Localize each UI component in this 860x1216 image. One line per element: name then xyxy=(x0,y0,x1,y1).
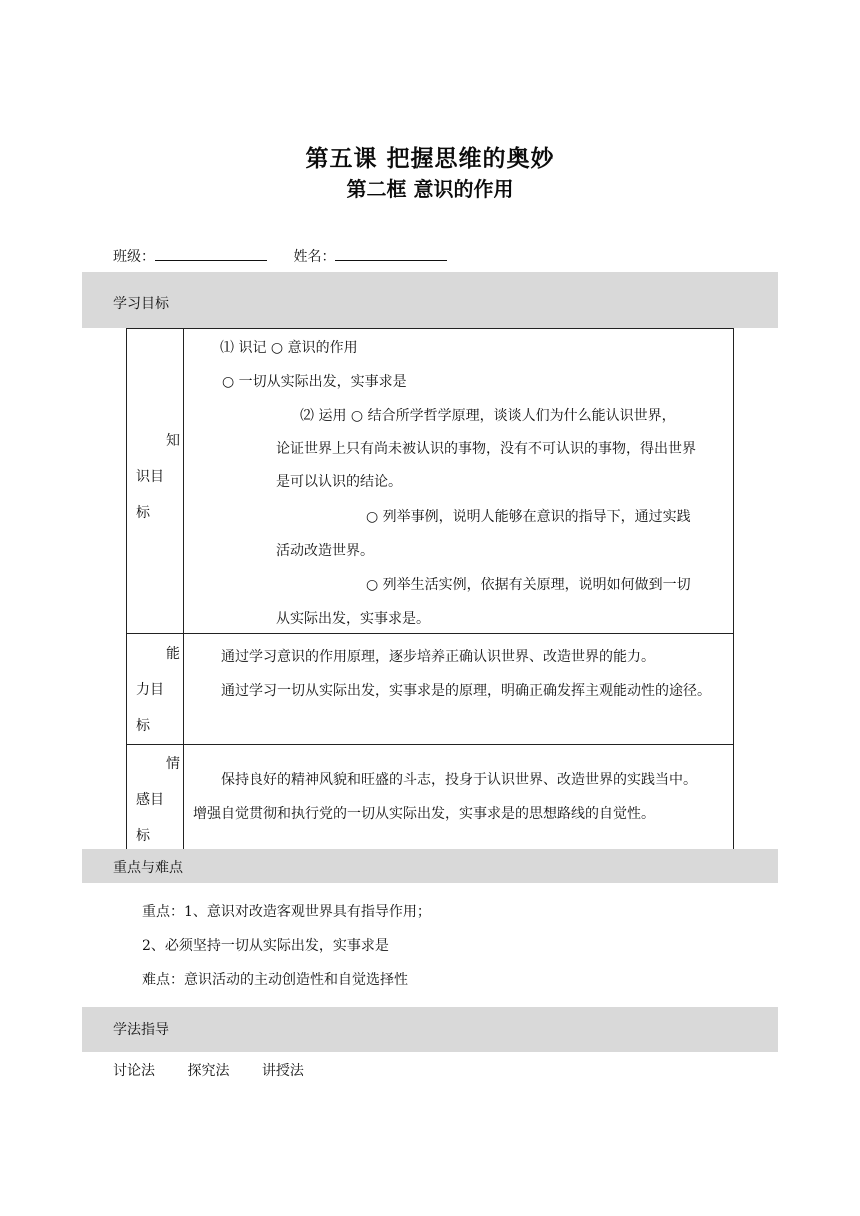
knowledge-line: 活动改造世界。 xyxy=(276,543,374,559)
section-title-objectives: 学习目标 xyxy=(113,296,169,312)
ability-content-cell xyxy=(184,634,734,745)
knowledge-line: ⑵ 运用 ○ 结合所学哲学原理，谈谈人们为什么能认识世界， xyxy=(300,408,676,424)
knowledge-line: 论证世界上只有尚未被认识的事物，没有不可认识的事物，得出世界 xyxy=(276,441,696,457)
class-blank xyxy=(155,246,267,261)
emotion-label-line-3: 标 xyxy=(136,828,150,844)
knowledge-line: ⑴ 识记 ○ 意识的作用 xyxy=(220,340,358,356)
section-header-objectives xyxy=(82,272,778,328)
knowledge-label-line-1: 知 xyxy=(166,433,180,449)
knowledge-line: ○ 列举事例，说明人能够在意识的指导下，通过实践 xyxy=(366,509,691,525)
knowledge-label xyxy=(127,329,183,531)
emotion-label xyxy=(127,745,183,854)
knowledge-line: 是可以认识的结论。 xyxy=(276,474,402,490)
student-info-line xyxy=(113,246,469,267)
knowledge-content-cell xyxy=(184,329,734,634)
knowledge-line: ○ 列举生活实例，依据有关原理，说明如何做到一切 xyxy=(366,577,691,593)
knowledge-line: ○ 一切从实际出发，实事求是 xyxy=(222,374,407,390)
emotion-line: 增强自觉贯彻和执行党的一切从实际出发，实事求是的思想路线的自觉性。 xyxy=(193,806,655,822)
ability-label-line-2: 力目 xyxy=(136,682,164,698)
ability-label-line-1: 能 xyxy=(166,646,180,662)
ability-label-line-3: 标 xyxy=(136,718,150,734)
emotion-label-line-2: 感目 xyxy=(136,792,164,808)
lesson-subtitle: 第二框 意识的作用 xyxy=(346,177,514,201)
ability-label-cell xyxy=(127,634,184,745)
emotion-line: 保持良好的精神风貌和旺盛的斗志，投身于认识世界、改造世界的实践当中。 xyxy=(221,772,697,788)
emotion-row xyxy=(127,745,734,855)
knowledge-label-line-3: 标 xyxy=(136,505,150,521)
ability-paragraph: 通过学习一切从实际出发，实事求是的原理，明确正确发挥主观能动性的途径。 xyxy=(221,683,711,699)
lesson-title: 第五课 把握思维的奥妙 xyxy=(305,146,555,172)
name-blank xyxy=(335,246,447,261)
knowledge-content xyxy=(184,329,733,633)
ability-content xyxy=(184,634,733,732)
emotion-label-cell xyxy=(127,745,184,855)
difficulty-line: 难点：意识活动的主动创造性和自觉选择性 xyxy=(142,972,408,988)
method-item: 讲授法 xyxy=(261,1063,304,1079)
section-title-key-points: 重点与难点 xyxy=(113,860,183,876)
section-title-methods: 学法指导 xyxy=(113,1022,169,1038)
class-label: 班级： xyxy=(113,249,155,265)
ability-label xyxy=(127,634,183,744)
name-label: 姓名： xyxy=(293,249,336,265)
knowledge-label-cell xyxy=(127,329,184,634)
section-header-key-points xyxy=(82,849,778,883)
knowledge-row xyxy=(127,329,734,634)
emotion-content-cell xyxy=(184,745,734,855)
key-point-line: 2、必须坚持一切从实际出发，实事求是 xyxy=(142,938,389,954)
methods-list xyxy=(113,1061,332,1081)
method-item: 讨论法 xyxy=(113,1063,155,1079)
key-point-line: 重点：1、意识对改造客观世界具有指导作用； xyxy=(142,904,431,920)
title-block xyxy=(0,143,860,203)
emotion-content xyxy=(184,745,733,841)
ability-paragraph: 通过学习意识的作用原理，逐步培养正确认识世界、改造世界的能力。 xyxy=(221,649,655,665)
ability-row xyxy=(127,634,734,745)
section-header-methods xyxy=(82,1007,778,1052)
knowledge-line: 从实际出发，实事求是。 xyxy=(276,611,430,627)
method-item: 探究法 xyxy=(187,1063,230,1079)
emotion-label-line-1: 情 xyxy=(166,756,180,772)
objectives-table xyxy=(126,328,734,855)
knowledge-label-line-2: 识目 xyxy=(136,469,164,485)
